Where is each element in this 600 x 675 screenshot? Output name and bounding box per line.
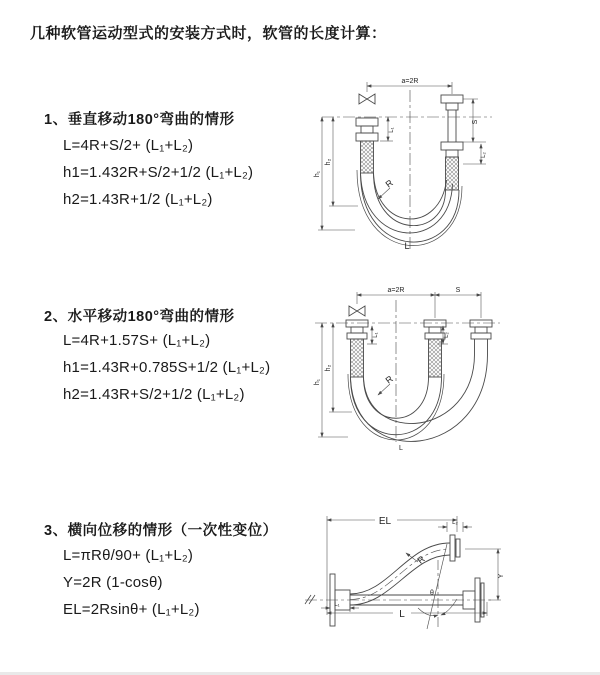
diagram-vertical-180-bend: [300, 72, 575, 257]
radius-label: R: [383, 373, 395, 386]
section3-formula-EL: EL=2Rsinθ+ (L₁+L₂): [63, 601, 200, 618]
radius-label: R: [415, 553, 427, 566]
dimension-lines: [321, 516, 501, 616]
dim-label-s: S: [455, 287, 461, 294]
diagram-lateral-displacement: [297, 502, 587, 652]
dim-label-l2: L₂: [481, 152, 487, 158]
angle-theta-label: θ: [430, 590, 434, 597]
dim-label-y: Y: [498, 573, 505, 579]
section2-formula-L: L=4R+1.57S+ (L₁+L₂): [63, 332, 211, 349]
dim-label-a2r: a=2R: [387, 287, 405, 294]
centerlines: [322, 90, 492, 252]
dim-label-l1: L₁: [389, 127, 395, 133]
dim-label-a2r: a=2R: [401, 78, 419, 85]
centerline-break-mark: [305, 595, 315, 604]
section2-formula-h2: h2=1.43R+S/2+1/2 (L₁+L₂): [63, 386, 245, 403]
section2-formula-h1: h1=1.43R+0.785S+1/2 (L₁+L₂): [63, 359, 271, 376]
length-label: L: [399, 609, 405, 620]
dim-label-s: S: [472, 119, 479, 125]
hose-assembly: [330, 535, 484, 629]
section3-formula-L: L=πRθ/90+ (L₁+L₂): [63, 547, 194, 564]
dim-label-el: EL: [378, 516, 392, 527]
valve-bowtie-icon: [359, 94, 375, 104]
hose-assembly: [346, 306, 492, 441]
diagram-horizontal-180-bend: [300, 282, 575, 457]
length-label: L: [404, 241, 410, 251]
dim-label-h1: h₁: [314, 378, 321, 386]
dimension-lines: [318, 82, 486, 230]
page-title: 几种软管运动型式的安装方式时，软管的长度计算：: [30, 25, 387, 42]
section3-heading: 3、横向位移的情形（一次性变位）: [44, 523, 278, 539]
section2-heading: 2、水平移动180°弯曲的情形: [44, 309, 235, 325]
dim-label-h2: h₂: [325, 158, 332, 166]
length-label: L: [399, 445, 403, 452]
centerlines: [315, 300, 500, 442]
valve-bowtie-icon: [349, 306, 365, 316]
section1-formula-h1: h1=1.432R+S/2+1/2 (L₁+L₂): [63, 164, 254, 181]
dimension-lines: [318, 292, 481, 437]
section1-formula-L: L=4R+S/2+ (L₁+L₂): [63, 137, 194, 154]
dim-label-l2: L₂: [444, 332, 450, 338]
dim-label-h1: h₁: [314, 170, 321, 178]
section3-formula-Y: Y=2R (1-cosθ): [63, 574, 163, 591]
section1-formula-h2: h2=1.43R+1/2 (L₁+L₂): [63, 191, 213, 208]
dim-label-h2: h₂: [325, 364, 332, 372]
section1-heading: 1、垂直移动180°弯曲的情形: [44, 112, 235, 128]
dim-label-l1: L₁: [334, 602, 340, 608]
dim-label-l1: L₁: [373, 332, 379, 338]
radius-label: R: [383, 177, 395, 190]
dim-label-l2: L₂: [452, 520, 458, 526]
